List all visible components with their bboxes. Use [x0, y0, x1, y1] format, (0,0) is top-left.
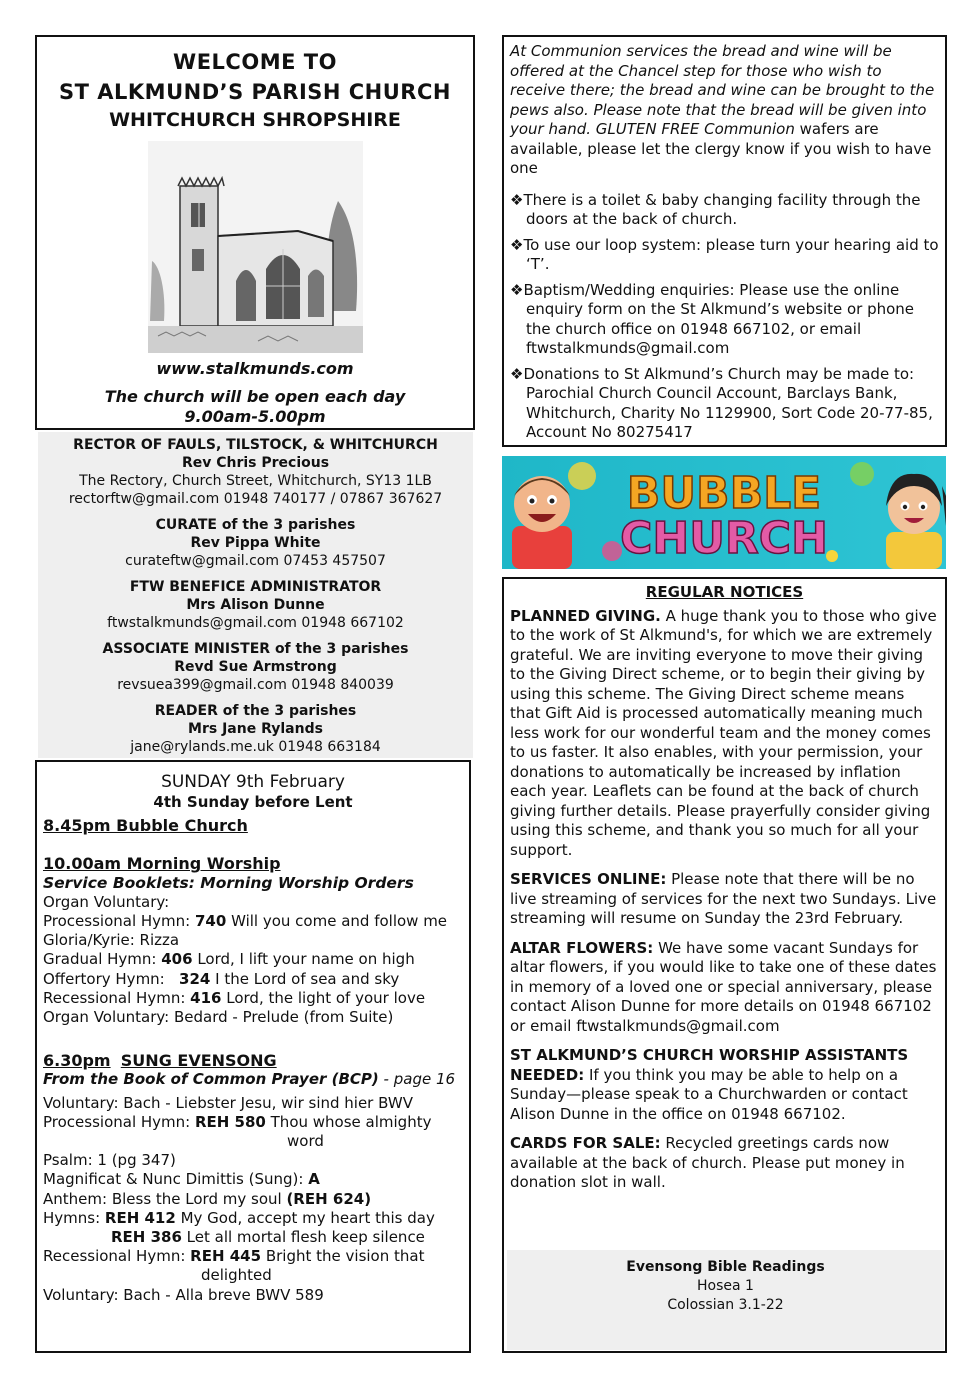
staff-contact: ftwstalkmunds@gmail.com 01948 667102 [107, 615, 404, 631]
staff-role: RECTOR OF FAULS, TILSTOCK, & WHITCHURCH [73, 437, 438, 453]
welcome-line1: WELCOME TO [173, 50, 337, 74]
evensong-readings [507, 1250, 944, 1350]
staff-list [38, 432, 473, 758]
bubble-church-service: 8.45pm Bubble Church [43, 816, 248, 836]
hymn-2: REH 386 Let all mortal flesh keep silence [111, 1228, 425, 1247]
reading-1: Hosea 1 [697, 1278, 754, 1294]
staff-role: FTW BENEFICE ADMINISTRATOR [129, 579, 382, 595]
info-bullet-donations: ❖Donations to St Alkmund’s Church may be made to: Parochial Church Council Account, Barclays Bank, Whitchurch, Charity No 1129900, Sort Code 20-77-85, Account No 80275417 [510, 364, 933, 441]
magnificat: Magnificat & Nunc Dimittis (Sung): A [43, 1170, 320, 1189]
processional-hymn: Processional Hymn: 740 Will you come and follow me [43, 912, 448, 931]
gradual-hymn: Gradual Hymn: 406 Lord, I lift your name on high [43, 950, 415, 969]
staff-role: CURATE of the 3 parishes [155, 517, 356, 533]
diamond-bullet-icon: ❖ [510, 364, 524, 383]
bubble-church-banner-art [502, 456, 946, 569]
staff-contact: rectorftw@gmail.com 01948 740177 / 07867 367627 [68, 491, 443, 507]
church-sketch [148, 141, 363, 353]
diamond-bullet-icon: ❖ [510, 190, 524, 209]
staff-name: Mrs Jane Rylands [188, 721, 323, 737]
anthem: Anthem: Bless the Lord my soul (REH 624) [43, 1189, 372, 1208]
staff-name: Revd Sue Armstrong [174, 659, 337, 675]
evensong-recessional-hymn: Recessional Hymn: REH 445 Bright the vision that [43, 1247, 425, 1266]
offertory-hymn: Offertory Hymn: 324 I the Lord of sea and sky [43, 969, 400, 988]
banner-title-line2: CHURCH [620, 513, 828, 564]
notices-title: REGULAR NOTICES [645, 583, 804, 601]
staff-contact: curateftw@gmail.com 07453 457507 [125, 553, 386, 569]
welcome-line3: WHITCHURCH SHROPSHIRE [109, 109, 401, 131]
welcome-box [35, 35, 475, 430]
staff-block-associate-minister [38, 640, 473, 694]
recessional-hymn: Recessional Hymn: 416 Lord, the light of your love [43, 988, 426, 1007]
info-bullet-loop-system: ❖To use our loop system: please turn your hearing aid to ‘T’. [510, 235, 939, 273]
notice-altar-flowers: ALTAR FLOWERS: We have some vacant Sundays for altar flowers, if you would like to take one of these dates in memory of a loved one or special anniversary, please contact Alison Dunne for more details on 01948 667102 or email ftwstalkmunds@gmail.com [510, 938, 937, 1035]
staff-name: Mrs Alison Dunne [186, 597, 325, 613]
evensong-book: From the Book of Common Prayer (BCP) - page 16 [43, 1070, 456, 1089]
opening-hours-line2: 9.00am-5.00pm [184, 407, 326, 426]
info-bullet-toilet: ❖There is a toilet & baby changing facility through the doors at the back of church. [510, 190, 921, 228]
staff-block-reader [38, 702, 473, 756]
website-url: www.stalkmunds.com [156, 359, 354, 378]
morning-service-booklets: Service Booklets: Morning Worship Orders [43, 873, 414, 892]
evensong-recessional-continued: delighted [201, 1266, 272, 1285]
organ-voluntary: Organ Voluntary: [43, 892, 170, 911]
staff-block-administrator [38, 578, 473, 632]
communion-text: At Communion services the bread and wine will be offered at the Chancel step for those who wish to receive there; the bread and wine can be brought to the pews also. Please note that the bread will be given into your hand. GLUTEN FREE Communion wafers are available, please let the clergy know if you wish to have one [510, 42, 935, 177]
staff-address: The Rectory, Church Street, Whitchurch, SY13 1LB [79, 473, 432, 489]
evensong-closing-voluntary: Voluntary: Bach - Alla breve BWV 589 [43, 1285, 324, 1304]
regular-notices-box [502, 577, 947, 1353]
staff-contact: revsuea399@gmail.com 01948 840039 [117, 677, 394, 693]
staff-role: READER of the 3 parishes [154, 703, 357, 719]
psalm: Psalm: 1 (pg 347) [43, 1151, 176, 1170]
staff-role: ASSOCIATE MINISTER of the 3 parishes [102, 641, 409, 657]
sunday-heading: SUNDAY 9th February [161, 772, 345, 792]
evensong-processional-continued: word [287, 1132, 324, 1151]
sunday-services-box [35, 760, 471, 1353]
welcome-line2: ST ALKMUND’S PARISH CHURCH [59, 80, 451, 104]
hymn-1: Hymns: REH 412 My God, accept my heart this day [43, 1208, 435, 1227]
morning-worship-title: 10.00am Morning Worship [43, 854, 281, 874]
notice-worship-assistants: ST ALKMUND’S CHURCH WORSHIP ASSISTANTS NEEDED: If you think you may be able to help on a Sunday—please speak to a Churchwarden or contact Alison Dunne in the office on 01948 667102. [510, 1046, 909, 1123]
evensong-voluntary: Voluntary: Bach - Liebster Jesu, wir sind hier BWV [43, 1093, 413, 1112]
notice-planned-giving: PLANNED GIVING. A huge thank you to those who give to the work of St Alkmund's, for which we are extremely grateful. We are inviting everyone to move their giving to the Giving Direct scheme, or to begin their giving by using this scheme. The Giving Direct scheme means that Gift Aid is processed automatically meaning much less work for our wonderful team and the money comes to us faster. It also enables, with your permission, your donations to automatically be increased by inflation each year. Leaflets can be found at the back of church giving further details. Please prayerfully consider giving using this scheme, and thank you so much for all your support. [510, 606, 937, 859]
diamond-bullet-icon: ❖ [510, 280, 524, 299]
staff-name: Rev Chris Precious [181, 455, 330, 471]
notice-cards-for-sale: CARDS FOR SALE: Recycled greetings cards now available at the back of church. Please put money in donation slot in wall. [510, 1134, 905, 1191]
banner-title-line1: BUBBLE [626, 468, 822, 519]
evensong-title: 6.30pm SUNG EVENSONG [43, 1051, 277, 1071]
staff-block-rector [38, 436, 473, 508]
staff-name: Rev Pippa White [190, 535, 321, 551]
staff-contact: jane@rylands.me.uk 01948 663184 [130, 739, 381, 755]
bubble-church-banner [502, 456, 946, 569]
diamond-bullet-icon: ❖ [510, 235, 524, 254]
notice-services-online: SERVICES ONLINE: Please note that there will be no live streaming of services for the next two Sundays. Live streaming will resume on Sunday the 23rd February. [510, 870, 937, 927]
info-bullet-baptism: ❖Baptism/Wedding enquiries: Please use the online enquiry form on the St Alkmund’s website or phone the church office on 01948 667102, or email ftwstalkmunds@gmail.com [510, 280, 915, 357]
reading-2: Colossian 3.1-22 [667, 1297, 784, 1313]
communion-info-box [502, 35, 947, 447]
gloria-kyrie: Gloria/Kyrie: Rizza [43, 931, 180, 950]
evensong-processional-hymn: Processional Hymn: REH 580 Thou whose almighty [43, 1112, 432, 1131]
organ-voluntary-closing: Organ Voluntary: Bedard - Prelude (from Suite) [43, 1008, 394, 1027]
staff-block-curate [38, 516, 473, 570]
opening-hours-line1: The church will be open each day [104, 387, 406, 406]
sunday-subheading: 4th Sunday before Lent [153, 793, 353, 811]
puppet-boy-icon [512, 476, 572, 569]
readings-title: Evensong Bible Readings [626, 1259, 825, 1275]
